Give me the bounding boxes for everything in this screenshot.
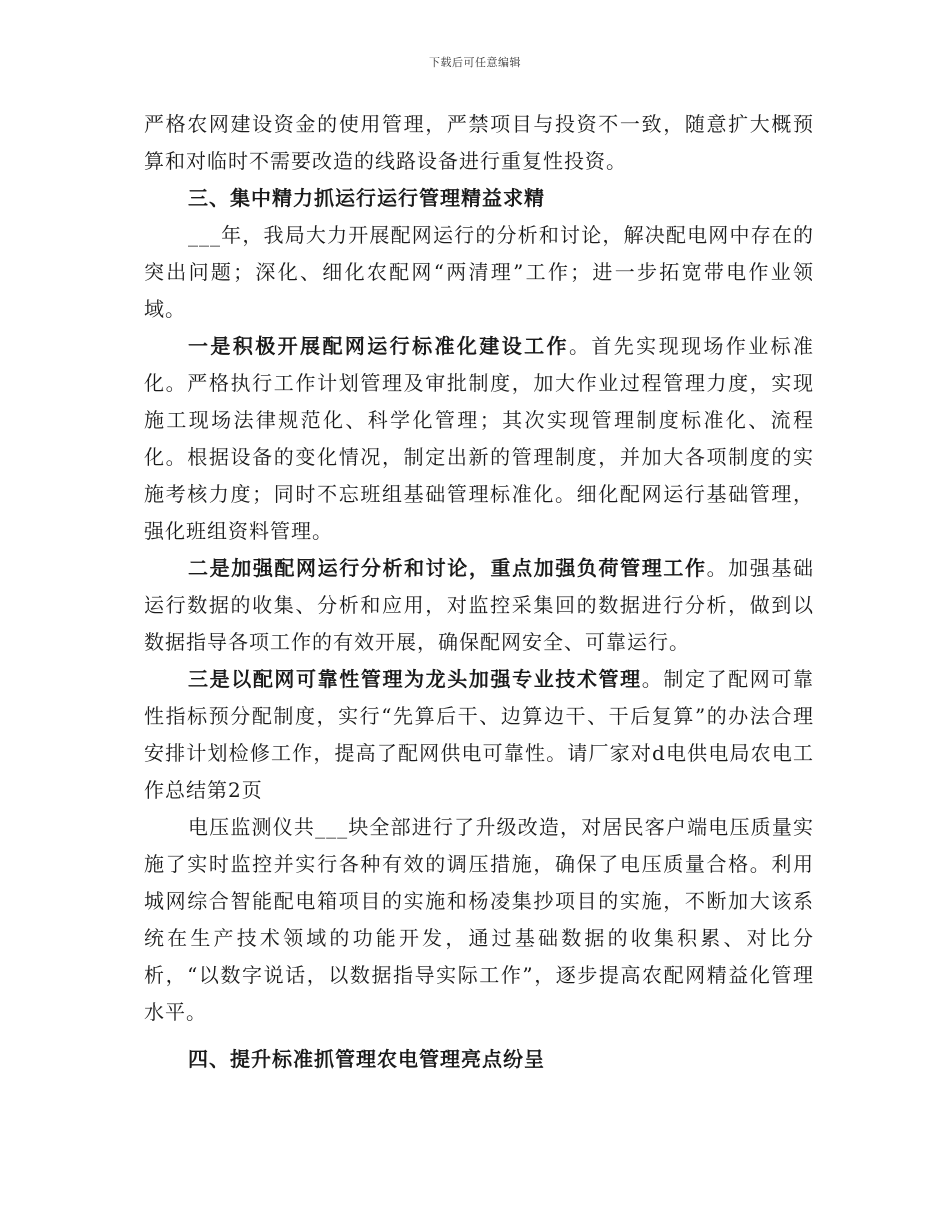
paragraph-operation-intro: ___年，我局大力开展配网运行的分析和讨论，解决配电网中存在的突出问题；深化、细化农配网“两清理”工作；进一步拓宽带电作业领域。 xyxy=(144,223,814,321)
paragraph-funds-management: 严格农网建设资金的使用管理，严禁项目与投资不一致，随意扩大概预算和对临时不需要改造的线路设备进行重复性投资。 xyxy=(144,112,814,173)
section-heading-3: 三、集中精力抓运行运行管理精益求精 xyxy=(188,186,545,210)
paragraph-standardization-lead: 一是积极开展配网运行标准化建设工作 xyxy=(188,334,569,358)
document-body xyxy=(144,106,814,1078)
paragraph-reliability xyxy=(144,661,814,809)
paragraph-standardization-body: 。首先实现现场作业标准化。严格执行工作计划管理及审批制度，加大作业过程管理力度，实现施工现场法律规范化、科学化管理；其次实现管理制度标准化、流程化。根据设备的变化情况，制定出新的管理制度，并加大各项制度的实施考核力度；同时不忘班组基础管理标准化。细化配网运行基础管理，强化班组资料管理。 xyxy=(144,334,815,543)
paragraph-load-management xyxy=(144,550,814,661)
paragraph-voltage-monitoring: 电压监测仪共___块全部进行了升级改造，对居民客户端电压质量实施了实时监控并实行各种有效的调压措施，确保了电压质量合格。利用城网综合智能配电箱项目的实施和杨凌集抄项目的实施，不断加大该系统在生产技术领域的功能开发，通过基础数据的收集积累、对比分析，“以数字说话，以数据指导实际工作”，逐步提高农配网精益化管理水平。 xyxy=(144,815,814,1024)
page-header-note: 下载后可任意编辑 xyxy=(429,56,521,69)
section-heading-4: 四、提升标准抓管理农电管理亮点纷呈 xyxy=(188,1047,545,1071)
paragraph-reliability-lead: 三是以配网可靠性管理为龙头加强专业技术管理 xyxy=(188,667,642,691)
paragraph-reliability-body: 。制定了配网可靠性指标预分配制度，实行“先算后干、边算边干、干后复算”的办法合理安排计划检修工作，提高了配网供电可靠性。请厂家对d电供电局农电工作总结第2页 xyxy=(144,667,815,802)
paragraph-standardization xyxy=(144,328,814,550)
paragraph-load-management-lead: 二是加强配网运行分析和讨论，重点加强负荷管理工作 xyxy=(188,556,707,580)
paragraph-load-management-body: 。加强基础运行数据的收集、分析和应用，对监控采集回的数据进行分析，做到以数据指导各项工作的有效开展，确保配网安全、可靠运行。 xyxy=(144,556,815,654)
